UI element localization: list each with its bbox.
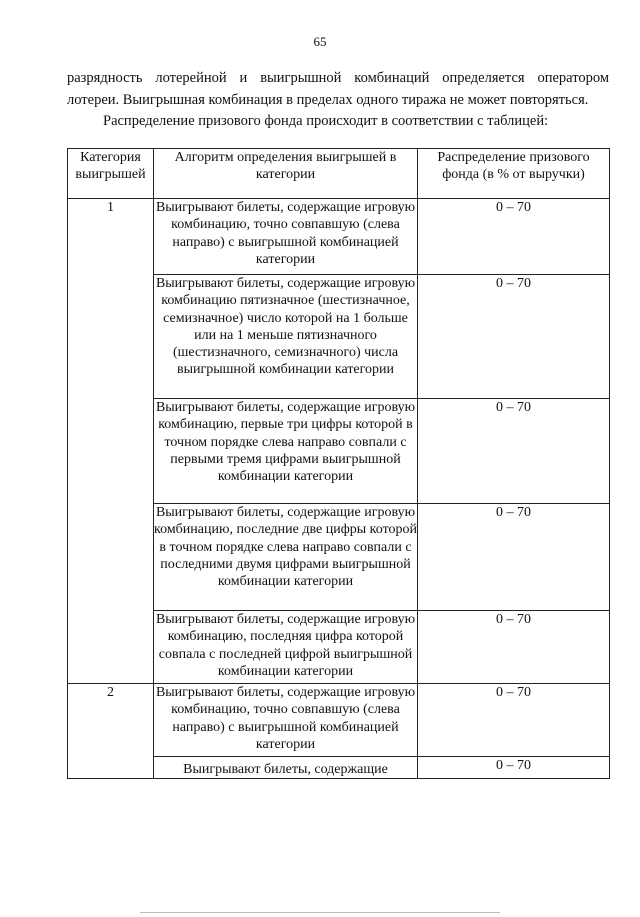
- share-cell: 0 – 70: [418, 275, 610, 399]
- share-cell: 0 – 70: [418, 399, 610, 504]
- share-cell: 0 – 70: [418, 504, 610, 611]
- algorithm-cell: Выигрывают билеты, содержащие игровую комбинацию, точно совпавшую (слева направо) с выигрышной комбинацией категории: [154, 684, 418, 757]
- algorithm-cell: Выигрывают билеты, содержащие игровую комбинацию, последняя цифра которой совпала с последней цифрой выигрышной комбинации категории: [154, 611, 418, 684]
- share-cell: 0 – 70: [418, 611, 610, 684]
- algorithm-cell: Выигрывают билеты, содержащие игровую комбинацию, точно совпавшую (слева направо) с выигрышной комбинацией категории: [154, 199, 418, 275]
- table-row: [68, 199, 610, 275]
- header-category: Категория выигрышей: [68, 149, 154, 199]
- table-header-row: [68, 149, 610, 199]
- algorithm-cell: Выигрывают билеты, содержащие игровую комбинацию, первые три цифры которой в точном порядке слева направо совпали с первыми тремя цифрами выигрышной комбинации категории: [154, 399, 418, 504]
- algorithm-cell: Выигрывают билеты, содержащие: [154, 757, 418, 779]
- header-share: Распределение призового фонда (в % от выручки): [418, 149, 610, 199]
- category-cell: 1: [68, 199, 154, 684]
- category-cell: 2: [68, 684, 154, 779]
- header-algorithm: Алгоритм определения выигрышей в категории: [154, 149, 418, 199]
- share-cell: 0 – 70: [418, 757, 610, 779]
- scan-edge-line: [140, 912, 500, 913]
- share-cell: 0 – 70: [418, 199, 610, 275]
- intro-text: [67, 68, 609, 133]
- intro-paragraph-2: Распределение призового фонда происходит в соответствии с таблицей:: [103, 113, 549, 129]
- intro-paragraph-1: разрядность лотерейной и выигрышной комбинаций определяется оператором лотереи. Выигрышная комбинация в пределах одного тиража не может повторяться.: [67, 70, 609, 108]
- share-cell: 0 – 70: [418, 684, 610, 757]
- algorithm-cell: Выигрывают билеты, содержащие игровую комбинацию, последние две цифры которой в точном порядке слева направо совпали с последними двумя цифрами выигрышной комбинации категории: [154, 504, 418, 611]
- table-row: [68, 684, 610, 757]
- prize-distribution-table: [67, 148, 610, 779]
- algorithm-cell: Выигрывают билеты, содержащие игровую комбинацию пятизначное (шестизначное, семизначное) число которой на 1 больше или на 1 меньше пятизначного (шестизначного, семизначного) числа выигрышной комбинации категории: [154, 275, 418, 399]
- page-number: 65: [313, 34, 327, 49]
